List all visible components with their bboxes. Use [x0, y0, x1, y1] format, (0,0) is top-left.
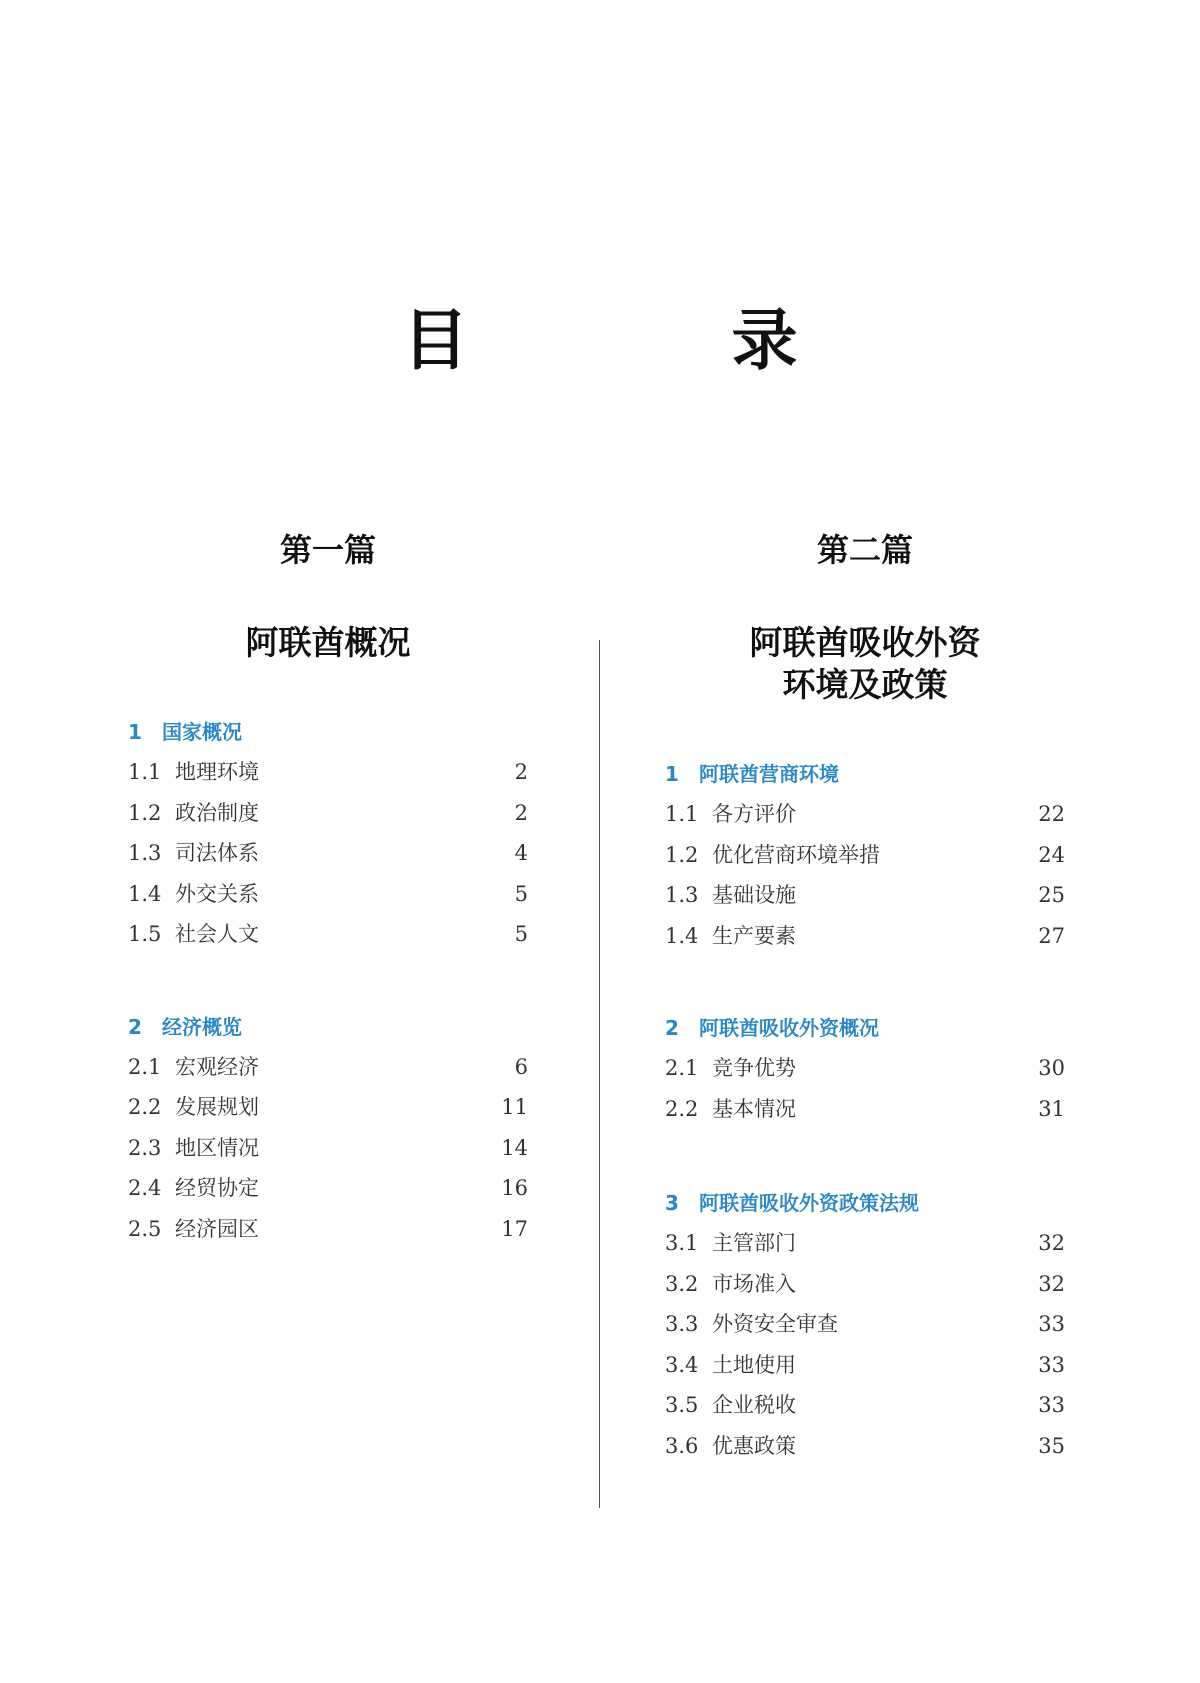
toc-entry[interactable]: 3.3 外资安全审查 33 — [665, 1304, 1065, 1345]
page-number: 33 — [1038, 1352, 1065, 1377]
toc-entry[interactable]: 1.1 各方评价 22 — [665, 794, 1065, 835]
part-title: 阿联酋概况 — [245, 623, 411, 662]
page-number: 2 — [514, 800, 528, 825]
page-number: 5 — [514, 922, 528, 946]
page-number: 14 — [501, 1135, 528, 1160]
page-number: 22 — [1038, 802, 1065, 826]
page-number: 33 — [1038, 1312, 1065, 1336]
toc-entry[interactable]: 1.3 基础设施 25 — [665, 875, 1065, 916]
toc-section — [665, 754, 1065, 956]
toc-entry[interactable]: 3.2 市场准入 32 — [665, 1264, 1065, 1305]
page-number: 5 — [514, 881, 528, 906]
toc-entry[interactable]: 2.1 竞争优势 30 — [665, 1048, 1065, 1089]
toc-entry[interactable]: 1.4 外交关系 5 — [128, 874, 528, 915]
toc-entry[interactable]: 2.3 地区情况 14 — [128, 1128, 528, 1169]
page-number: 33 — [1038, 1393, 1065, 1417]
toc-entry[interactable]: 1.5 社会人文 5 — [128, 914, 528, 955]
toc-entry[interactable]: 3.4 土地使用 33 — [665, 1345, 1065, 1386]
page-number: 32 — [1038, 1231, 1065, 1255]
page-number: 16 — [501, 1176, 528, 1200]
toc-entry[interactable]: 3.6 优惠政策 35 — [665, 1426, 1065, 1467]
section-heading[interactable]: 1 国家概况 — [128, 720, 242, 744]
page-number: 25 — [1038, 883, 1065, 907]
toc-entry[interactable]: 3.5 企业税收 33 — [665, 1385, 1065, 1426]
toc-entry[interactable]: 1.4 生产要素 27 — [665, 916, 1065, 957]
toc-entry[interactable]: 2.1 宏观经济 6 — [128, 1047, 528, 1088]
toc-section — [128, 712, 528, 955]
toc-entry[interactable]: 1.2 政治制度 2 — [128, 793, 528, 834]
page-number: 24 — [1038, 842, 1065, 867]
section-heading[interactable]: 1 阿联酋营商环境 — [665, 762, 839, 786]
column-divider — [599, 640, 600, 1508]
part-two-column — [665, 530, 1065, 1466]
section-heading[interactable]: 2 经济概览 — [128, 1014, 242, 1039]
toc-entry[interactable]: 2.2 基本情况 31 — [665, 1089, 1065, 1130]
section-heading[interactable]: 2 阿联酋吸收外资概况 — [665, 1016, 879, 1040]
page-number: 2 — [514, 760, 528, 784]
toc-section — [128, 1007, 528, 1250]
part-label: 第二篇 — [816, 531, 913, 569]
toc-entry[interactable]: 1.3 司法体系 4 — [128, 833, 528, 874]
part-label: 第一篇 — [279, 531, 376, 569]
page-number: 35 — [1038, 1433, 1065, 1458]
section-heading[interactable]: 3 阿联酋吸收外资政策法规 — [665, 1191, 919, 1215]
toc-entry[interactable]: 2.4 经贸协定 16 — [128, 1168, 528, 1209]
toc-section — [665, 1008, 1065, 1129]
toc-entry[interactable]: 1.1 地理环境 2 — [128, 752, 528, 793]
part-title: 阿联酋吸收外资 环境及政策 — [749, 623, 981, 704]
page-number: 31 — [1038, 1096, 1065, 1121]
page-number: 11 — [501, 1095, 528, 1119]
page-number: 17 — [501, 1216, 528, 1241]
page-number: 4 — [514, 841, 528, 865]
toc-entry[interactable]: 2.5 经济园区 17 — [128, 1209, 528, 1250]
page-number: 30 — [1038, 1056, 1065, 1080]
page-number: 6 — [514, 1054, 528, 1079]
page-number: 32 — [1038, 1271, 1065, 1296]
toc-entry[interactable]: 2.2 发展规划 11 — [128, 1087, 528, 1128]
page-title: 目 录 — [402, 301, 918, 379]
page-number: 27 — [1038, 923, 1065, 948]
toc-entry[interactable]: 3.1 主管部门 32 — [665, 1223, 1065, 1264]
toc-entry[interactable]: 1.2 优化营商环境举措 24 — [665, 835, 1065, 876]
part-one-column — [128, 530, 528, 1249]
toc-section — [665, 1183, 1065, 1466]
